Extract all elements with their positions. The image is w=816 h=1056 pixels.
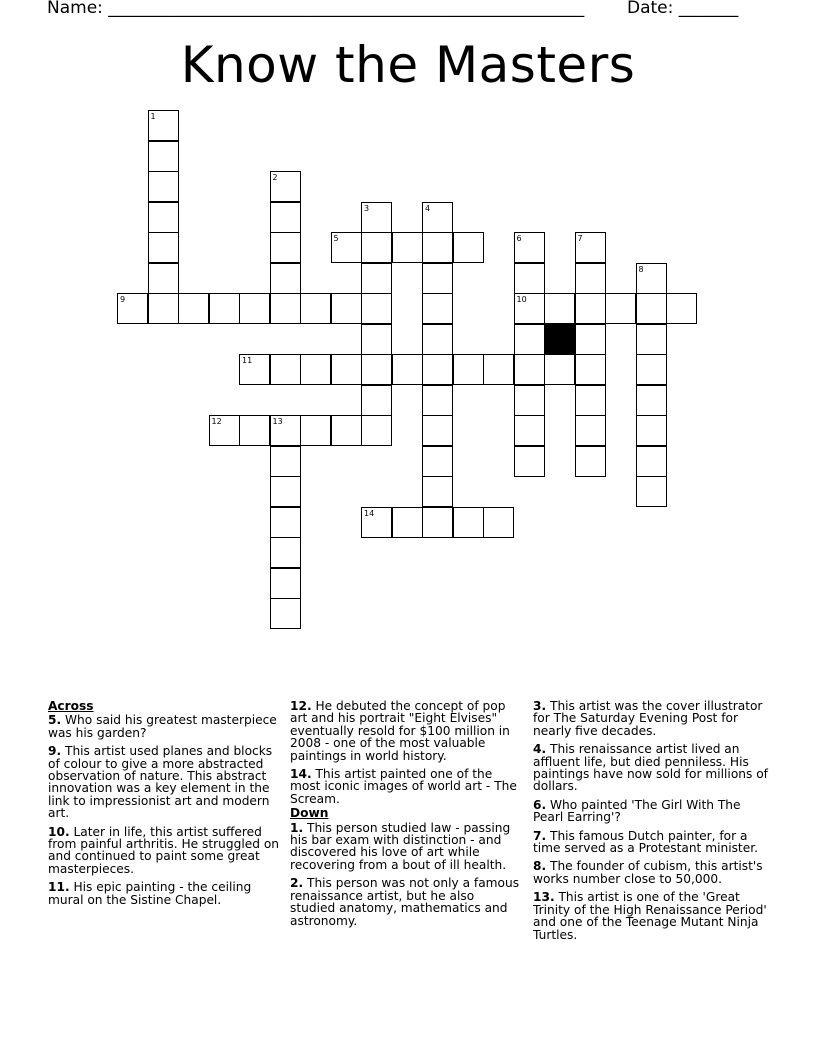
clue-down-13: 13. This artist is one of the 'Great Trinity of the High Renaissance Period' and one of the Teenage Mutant Ninja Turtles. xyxy=(533,890,767,942)
grid-cell[interactable] xyxy=(422,232,453,263)
grid-cell[interactable] xyxy=(575,354,606,385)
grid-cell[interactable] xyxy=(361,324,392,355)
clue-down-2: 2. This person was not only a famous renaissance artist, but he also studied anatomy, mathematics and astronomy. xyxy=(290,876,520,928)
grid-cell[interactable] xyxy=(331,354,362,385)
grid-cell[interactable] xyxy=(270,293,301,324)
grid-cell[interactable] xyxy=(148,202,179,233)
grid-cell[interactable] xyxy=(514,385,545,416)
grid-cell[interactable] xyxy=(575,324,606,355)
grid-cell[interactable] xyxy=(361,263,392,294)
grid-cell[interactable] xyxy=(331,232,362,263)
clue-number: 11 xyxy=(242,356,253,365)
grid-cell[interactable] xyxy=(300,354,331,385)
grid-cell[interactable] xyxy=(392,354,423,385)
across-heading: Across xyxy=(48,699,94,713)
grid-cell[interactable] xyxy=(453,354,484,385)
clue-across-5: 5. Who said his greatest masterpiece was his garden? xyxy=(48,713,277,740)
grid-cell[interactable] xyxy=(636,293,667,324)
grid-cell[interactable] xyxy=(209,415,240,446)
clue-number: 3 xyxy=(364,203,370,213)
grid-cell[interactable] xyxy=(422,354,453,385)
clue-down-1: 1. This person studied law - passing his bar exam with distinction - and discovered his love of art while recovering from a bout of ill health. xyxy=(290,820,511,872)
grid-cell[interactable] xyxy=(422,385,453,416)
grid-cell[interactable] xyxy=(270,568,301,599)
grid-cell[interactable] xyxy=(422,415,453,446)
clue-number: 10 xyxy=(516,295,527,304)
grid-cell[interactable] xyxy=(514,415,545,446)
grid-cell[interactable] xyxy=(361,415,392,446)
grid-cell[interactable] xyxy=(239,415,270,446)
clue-across-10: 10. Later in life, this artist suffered from painful arthritis. He struggled on and continued to paint some great masterpieces. xyxy=(48,824,280,876)
grid-cell[interactable] xyxy=(514,354,545,385)
clue-number: 7 xyxy=(577,234,583,243)
grid-cell[interactable] xyxy=(483,354,514,385)
grid-cell[interactable] xyxy=(270,476,301,507)
grid-cell[interactable] xyxy=(636,446,667,477)
grid-cell[interactable] xyxy=(148,263,179,294)
clue-number: 6 xyxy=(516,234,522,243)
grid-cell[interactable] xyxy=(422,507,453,538)
date-field-label: Date: _______ xyxy=(627,0,739,18)
grid-cell[interactable] xyxy=(453,232,484,263)
grid-cell[interactable] xyxy=(361,385,392,416)
grid-cell[interactable] xyxy=(361,232,392,263)
clue-number: 1 xyxy=(150,112,156,121)
clue-number: 9 xyxy=(120,295,126,304)
grid-cell[interactable] xyxy=(666,293,697,324)
grid-cell[interactable] xyxy=(422,446,453,477)
clue-down-6: 6. Who painted 'The Girl With The Pearl Earring'? xyxy=(533,797,741,825)
grid-cell[interactable] xyxy=(148,141,179,172)
clue-number: 8 xyxy=(638,264,644,274)
grid-cell[interactable] xyxy=(636,476,667,507)
clue-number: 12 xyxy=(211,417,222,426)
grid-cell[interactable] xyxy=(300,293,331,324)
grid-cell[interactable] xyxy=(300,415,331,446)
grid-cell[interactable] xyxy=(270,507,301,538)
grid-cell[interactable] xyxy=(422,324,453,355)
grid-cell[interactable] xyxy=(483,507,514,538)
grid-cell[interactable] xyxy=(148,171,179,202)
grid-cell[interactable] xyxy=(575,232,606,263)
grid-cell[interactable] xyxy=(544,293,575,324)
clue-across-11: 11. His epic painting - the ceiling mural on the Sistine Chapel. xyxy=(48,880,252,907)
grid-cell[interactable] xyxy=(392,232,423,263)
grid-cell[interactable] xyxy=(636,354,667,385)
page-title: Know the Masters xyxy=(180,36,636,94)
grid-cell[interactable] xyxy=(148,293,179,324)
grid-cell[interactable] xyxy=(270,354,301,385)
grid-cell[interactable] xyxy=(514,324,545,355)
grid-cell[interactable] xyxy=(117,293,148,324)
down-heading: Down xyxy=(290,806,329,821)
grid-cell[interactable] xyxy=(514,293,545,324)
grid-cell[interactable] xyxy=(270,598,301,629)
grid-cell[interactable] xyxy=(422,293,453,324)
grid-cell[interactable] xyxy=(605,293,636,324)
clue-across-9: 9. This artist used planes and blocks of colour to give a more abstracted observation of nature. This abstract innovation was a key element in the link to impressionist art and modern art. xyxy=(48,744,273,821)
grid-cell[interactable] xyxy=(270,446,301,477)
grid-cell[interactable] xyxy=(514,446,545,477)
grid-cell[interactable] xyxy=(361,202,392,233)
grid-cell[interactable] xyxy=(270,171,301,202)
grid-cell[interactable] xyxy=(575,415,606,446)
grid-cell[interactable] xyxy=(270,415,301,446)
grid-cell[interactable] xyxy=(575,293,606,324)
clue-number: 5 xyxy=(333,234,339,243)
clue-across-14: 14. This artist painted one of the most iconic images of world art - The Scream. xyxy=(290,767,517,806)
clue-column-3 xyxy=(533,700,773,947)
clue-number: 13 xyxy=(272,417,283,426)
clue-number: 2 xyxy=(272,173,278,182)
clue-down-4: 4. This renaissance artist lived an affluent life, but died penniless. His paintings have now sold for millions of dollars. xyxy=(533,742,768,794)
grid-cell[interactable] xyxy=(178,293,209,324)
grid-cell[interactable] xyxy=(331,415,362,446)
clue-down-3: 3. This artist was the cover illustrator for The Saturday Evening Post for nearly five decades. xyxy=(533,699,763,738)
name-field-label: Name: ________________________________________________________ xyxy=(47,0,585,18)
clue-column-1 xyxy=(48,700,280,912)
grid-cell[interactable] xyxy=(239,354,270,385)
grid-cell[interactable] xyxy=(575,385,606,416)
grid-cell[interactable] xyxy=(422,476,453,507)
grid-cell[interactable] xyxy=(361,507,392,538)
grid-cell[interactable] xyxy=(270,537,301,568)
grid-cell[interactable] xyxy=(636,324,667,355)
clue-down-8: 8. The founder of cubism, this artist's works number close to 50,000. xyxy=(533,859,763,886)
grid-cell[interactable] xyxy=(270,202,301,233)
grid-cell[interactable] xyxy=(148,110,179,141)
grid-cell[interactable] xyxy=(514,263,545,294)
grid-cell[interactable] xyxy=(361,354,392,385)
clue-column-2 xyxy=(290,700,522,933)
clue-number: 4 xyxy=(425,203,431,213)
grid-cell[interactable] xyxy=(209,293,240,324)
grid-cell[interactable] xyxy=(361,293,392,324)
grid-cell[interactable] xyxy=(270,263,301,294)
grid-cell[interactable] xyxy=(148,232,179,263)
grid-cell[interactable] xyxy=(575,263,606,294)
grid-black-cell xyxy=(544,324,575,355)
grid-cell[interactable] xyxy=(422,263,453,294)
grid-cell[interactable] xyxy=(453,507,484,538)
grid-cell[interactable] xyxy=(575,446,606,477)
clue-across-12: 12. He debuted the concept of pop art and his portrait "Eight Elvises" eventually resold for $100 million in 2008 - one of the most valuable paintings in world history. xyxy=(290,699,510,763)
clue-number: 14 xyxy=(364,508,375,518)
grid-cell[interactable] xyxy=(514,232,545,263)
grid-cell[interactable] xyxy=(636,263,667,294)
grid-cell[interactable] xyxy=(636,385,667,416)
grid-cell[interactable] xyxy=(422,202,453,233)
grid-cell[interactable] xyxy=(636,415,667,446)
grid-cell[interactable] xyxy=(270,232,301,263)
grid-cell[interactable] xyxy=(331,293,362,324)
grid-cell[interactable] xyxy=(392,507,423,538)
grid-cell[interactable] xyxy=(544,354,575,385)
grid-cell[interactable] xyxy=(239,293,270,324)
clue-down-7: 7. This famous Dutch painter, for a time served as a Protestant minister. xyxy=(533,828,758,856)
